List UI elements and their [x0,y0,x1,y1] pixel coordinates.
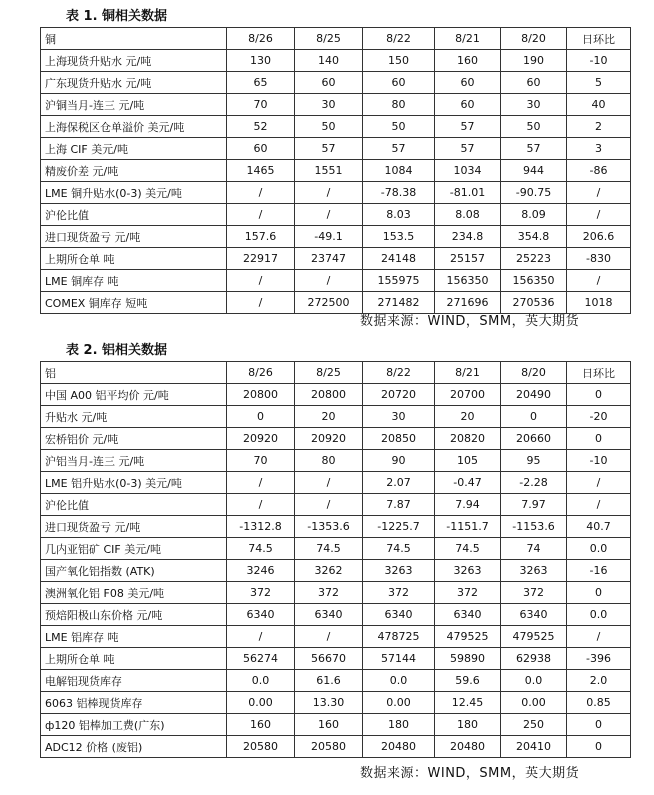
table-cell: 0.0 [567,538,631,560]
table-row [41,450,631,472]
table-cell: / [295,472,363,494]
table-row [41,384,631,406]
table-cell: 20 [295,406,363,428]
table-cell: 7.97 [501,494,567,516]
row-label: LME 铜升贴水(0-3) 美元/吨 [41,182,227,204]
column-header: 日环比 [567,362,631,384]
table-row [41,648,631,670]
table-row [41,270,631,292]
table-row [41,736,631,758]
table-cell: 60 [227,138,295,160]
table-header-row [41,28,631,50]
table-row [41,406,631,428]
table-cell: 156350 [501,270,567,292]
table-cell: 2.07 [363,472,435,494]
table-cell: 74.5 [435,538,501,560]
table-cell: -10 [567,450,631,472]
table-cell: 8.08 [435,204,501,226]
table-cell: 372 [227,582,295,604]
table-cell: / [227,270,295,292]
table-cell: 57 [363,138,435,160]
table-cell: -2.28 [501,472,567,494]
table-cell: 0.00 [363,692,435,714]
table-cell: 56274 [227,648,295,670]
table-row [41,494,631,516]
table-cell: 8.03 [363,204,435,226]
table-cell: 20820 [435,428,501,450]
table-cell: 59.6 [435,670,501,692]
table-cell: 20800 [227,384,295,406]
table-cell: 57 [435,116,501,138]
table-cell: 30 [295,94,363,116]
table-cell: -396 [567,648,631,670]
table-cell: 0 [227,406,295,428]
aluminum-data-table [40,361,631,758]
table-cell: 160 [295,714,363,736]
table-header-row [41,362,631,384]
table-cell: 250 [501,714,567,736]
table-cell: 180 [363,714,435,736]
table-cell: 271696 [435,292,501,314]
table-row [41,428,631,450]
column-header: 8/25 [295,28,363,50]
table-cell: 160 [435,50,501,72]
table-cell: 65 [227,72,295,94]
table-cell: / [567,270,631,292]
row-label: 广东现货升贴水 元/吨 [41,72,227,94]
row-label: LME 铜库存 吨 [41,270,227,292]
table-cell: 20480 [363,736,435,758]
row-label: 精废价差 元/吨 [41,160,227,182]
table-cell: 0.0 [227,670,295,692]
table-cell: 0 [567,714,631,736]
table-cell: 6340 [363,604,435,626]
table-cell: 60 [363,72,435,94]
column-header: 8/26 [227,362,295,384]
table-cell: 3262 [295,560,363,582]
table-cell: 24148 [363,248,435,270]
table-cell: 354.8 [501,226,567,248]
table-cell: 20 [435,406,501,428]
table-cell: 80 [295,450,363,472]
row-label: LME 铝升贴水(0-3) 美元/吨 [41,472,227,494]
table-cell: -81.01 [435,182,501,204]
table-cell: 57 [501,138,567,160]
table-row [41,582,631,604]
table-cell: 0.00 [227,692,295,714]
table-cell: / [295,204,363,226]
table-cell: -10 [567,50,631,72]
table-cell: 74.5 [295,538,363,560]
row-label: 沪伦比值 [41,204,227,226]
column-header: 8/21 [435,362,501,384]
table-cell: 0 [567,736,631,758]
row-label: 国产氧化铝指数 (ATK) [41,560,227,582]
table-cell: 0.0 [501,670,567,692]
table-cell: 20920 [227,428,295,450]
table-row [41,714,631,736]
table-cell: 1551 [295,160,363,182]
table-cell: 70 [227,450,295,472]
table-cell: -1312.8 [227,516,295,538]
table-cell: 8.09 [501,204,567,226]
table-cell: -20 [567,406,631,428]
table-cell: -90.75 [501,182,567,204]
table-cell: / [227,626,295,648]
table-row [41,204,631,226]
table-cell: -16 [567,560,631,582]
table-cell: 62938 [501,648,567,670]
table-cell: -0.47 [435,472,501,494]
row-label: LME 铝库存 吨 [41,626,227,648]
table1-title: 表 1. 铜相关数据 [66,9,168,24]
row-label: 6063 铝棒现货库存 [41,692,227,714]
table-cell: -1153.6 [501,516,567,538]
table-row [41,50,631,72]
table-cell: 206.6 [567,226,631,248]
table-cell: -49.1 [295,226,363,248]
table-cell: 30 [501,94,567,116]
row-label: 沪铜当月-连三 元/吨 [41,94,227,116]
table-cell: 372 [295,582,363,604]
table-cell: 20800 [295,384,363,406]
table-cell: / [567,204,631,226]
table-cell: 56670 [295,648,363,670]
table-row [41,516,631,538]
table-cell: 6340 [295,604,363,626]
column-header: 铜 [41,28,227,50]
table-cell: 0.00 [501,692,567,714]
table-cell: 12.45 [435,692,501,714]
table-cell: / [227,182,295,204]
table-cell: 1018 [567,292,631,314]
table-cell: 20700 [435,384,501,406]
table-cell: 25223 [501,248,567,270]
table-cell: 190 [501,50,567,72]
table-cell: 74.5 [363,538,435,560]
row-label: 进口现货盈亏 元/吨 [41,516,227,538]
table-cell: 2.0 [567,670,631,692]
column-header: 8/22 [363,362,435,384]
table-cell: / [227,292,295,314]
table-cell: 20480 [435,736,501,758]
table-row [41,538,631,560]
row-label: 中国 A00 铝平均价 元/吨 [41,384,227,406]
table-cell: 3263 [435,560,501,582]
table-cell: 50 [295,116,363,138]
table-cell: 153.5 [363,226,435,248]
row-label: 进口现货盈亏 元/吨 [41,226,227,248]
table-cell: 20850 [363,428,435,450]
table-row [41,248,631,270]
table-cell: 6340 [227,604,295,626]
table-cell: 60 [501,72,567,94]
table-cell: 3246 [227,560,295,582]
table-cell: 7.87 [363,494,435,516]
table-cell: 74 [501,538,567,560]
table-cell: 150 [363,50,435,72]
row-label: 沪伦比值 [41,494,227,516]
row-label: 几内亚铝矿 CIF 美元/吨 [41,538,227,560]
table-cell: 372 [501,582,567,604]
table-cell: 90 [363,450,435,472]
table-cell: / [295,270,363,292]
table-cell: / [227,204,295,226]
table-cell: 57 [295,138,363,160]
table-cell: 140 [295,50,363,72]
table-cell: 22917 [227,248,295,270]
row-label: 宏桥铝价 元/吨 [41,428,227,450]
table-cell: -830 [567,248,631,270]
table-cell: 59890 [435,648,501,670]
table-cell: 20490 [501,384,567,406]
table-cell: 271482 [363,292,435,314]
table-cell: 95 [501,450,567,472]
table-cell: 20580 [295,736,363,758]
row-label: 上期所仓单 吨 [41,248,227,270]
table-cell: -1353.6 [295,516,363,538]
table-cell: 234.8 [435,226,501,248]
table-cell: 155975 [363,270,435,292]
table-cell: 180 [435,714,501,736]
row-label: ф120 铝棒加工费(广东) [41,714,227,736]
row-label: 上海现货升贴水 元/吨 [41,50,227,72]
table-row [41,472,631,494]
table-cell: 479525 [501,626,567,648]
table-cell: 272500 [295,292,363,314]
column-header: 8/26 [227,28,295,50]
table-cell: 20660 [501,428,567,450]
table-cell: 157.6 [227,226,295,248]
table-cell: 372 [363,582,435,604]
table-cell: 0.0 [363,670,435,692]
table-cell: 372 [435,582,501,604]
row-label: COMEX 铜库存 短吨 [41,292,227,314]
table-row [41,626,631,648]
table-cell: / [227,494,295,516]
table-cell: 0.85 [567,692,631,714]
table-cell: 60 [435,72,501,94]
table-cell: 40.7 [567,516,631,538]
table-cell: 57 [435,138,501,160]
table-cell: -78.38 [363,182,435,204]
table-cell: 0 [567,428,631,450]
table-cell: / [295,182,363,204]
table-row [41,670,631,692]
table-cell: 20410 [501,736,567,758]
row-label: 上海 CIF 美元/吨 [41,138,227,160]
table-cell: -1225.7 [363,516,435,538]
table-cell: 3 [567,138,631,160]
table-cell: 23747 [295,248,363,270]
column-header: 8/21 [435,28,501,50]
table-row [41,182,631,204]
table-cell: / [567,494,631,516]
column-header: 8/20 [501,362,567,384]
table-cell: -1151.7 [435,516,501,538]
table-cell: / [567,626,631,648]
table-cell: 130 [227,50,295,72]
row-label: 沪铝当月-连三 元/吨 [41,450,227,472]
table-cell: 50 [501,116,567,138]
table-cell: 3263 [501,560,567,582]
table-cell: 30 [363,406,435,428]
column-header: 8/20 [501,28,567,50]
table-cell: 0 [567,582,631,604]
table-cell: 20920 [295,428,363,450]
row-label: ADC12 价格 (废铝) [41,736,227,758]
row-label: 升贴水 元/吨 [41,406,227,428]
table2-title: 表 2. 铝相关数据 [66,343,168,358]
table-cell: 1084 [363,160,435,182]
table-cell: / [567,182,631,204]
table-cell: 478725 [363,626,435,648]
table-row [41,692,631,714]
table-cell: / [227,472,295,494]
table-row [41,72,631,94]
table-cell: 0 [567,384,631,406]
table-cell: 7.94 [435,494,501,516]
table-cell: 52 [227,116,295,138]
table-cell: 70 [227,94,295,116]
table-cell: 1465 [227,160,295,182]
table-row [41,94,631,116]
table-cell: 0 [501,406,567,428]
copper-data-table [40,27,631,314]
table-cell: / [295,494,363,516]
table-cell: 6340 [435,604,501,626]
table-row [41,116,631,138]
column-header: 8/22 [363,28,435,50]
table-cell: 20580 [227,736,295,758]
table-cell: 5 [567,72,631,94]
table-cell: 156350 [435,270,501,292]
table-cell: 25157 [435,248,501,270]
table-cell: 479525 [435,626,501,648]
table-row [41,560,631,582]
table-cell: 60 [295,72,363,94]
column-header: 铝 [41,362,227,384]
table-cell: / [295,626,363,648]
table-cell: 0.0 [567,604,631,626]
table-cell: 13.30 [295,692,363,714]
table-cell: 61.6 [295,670,363,692]
table-cell: 40 [567,94,631,116]
table-cell: 944 [501,160,567,182]
table-cell: 6340 [501,604,567,626]
row-label: 电解铝现货库存 [41,670,227,692]
table-cell: 50 [363,116,435,138]
table-cell: 3263 [363,560,435,582]
table-cell: 60 [435,94,501,116]
table-row [41,604,631,626]
table-cell: / [567,472,631,494]
row-label: 上海保税区仓单溢价 美元/吨 [41,116,227,138]
table-row [41,138,631,160]
table-cell: 1034 [435,160,501,182]
table2-source: 数据来源：WIND，SMM，英大期货 [360,766,580,781]
table-row [41,226,631,248]
table-cell: -86 [567,160,631,182]
table-cell: 105 [435,450,501,472]
row-label: 预焙阳极山东价格 元/吨 [41,604,227,626]
row-label: 上期所仓单 吨 [41,648,227,670]
table-cell: 20720 [363,384,435,406]
column-header: 日环比 [567,28,631,50]
table-cell: 270536 [501,292,567,314]
table-cell: 2 [567,116,631,138]
table1-source: 数据来源：WIND，SMM，英大期货 [360,314,580,329]
table-row [41,160,631,182]
table-cell: 160 [227,714,295,736]
row-label: 澳洲氧化铝 F08 美元/吨 [41,582,227,604]
table-cell: 57144 [363,648,435,670]
table-cell: 80 [363,94,435,116]
table-cell: 74.5 [227,538,295,560]
column-header: 8/25 [295,362,363,384]
